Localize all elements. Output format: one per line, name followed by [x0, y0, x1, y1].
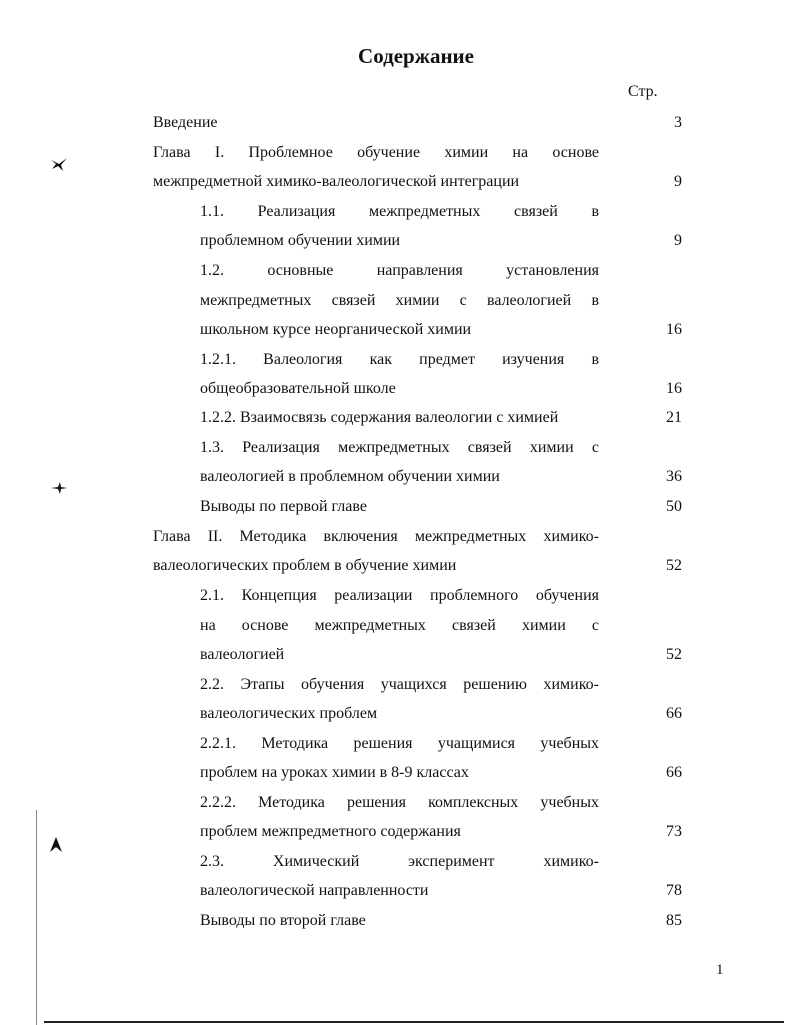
- toc-entry-line: Введение: [153, 114, 218, 131]
- toc-page-number: 52: [666, 557, 682, 574]
- toc-entry-line: Выводы по первой главе: [200, 498, 367, 515]
- toc-entry-line: проблем на уроках химии в 8-9 классах: [200, 764, 469, 781]
- toc-entry-line: 1.1. Реализация межпредметных связей в: [200, 203, 599, 220]
- toc-entry-line: Выводы по второй главе: [200, 912, 366, 929]
- toc-entry-line: 1.2.2. Взаимосвязь содержания валеологии с химией: [200, 409, 559, 426]
- toc-page-number: 3: [674, 114, 682, 131]
- toc-entry-line: на основе межпредметных связей химии с: [200, 617, 599, 634]
- margin-mark-icon: [48, 836, 64, 854]
- margin-mark-icon: [50, 156, 68, 172]
- toc-entry-line: 2.2.1. Методика решения учащимися учебных: [200, 735, 599, 752]
- toc-entry-line: Глава I. Проблемное обучение химии на основе: [153, 144, 599, 161]
- toc-entry-line: проблем межпредметного содержания: [200, 823, 461, 840]
- footer-page-number: 1: [716, 962, 724, 978]
- toc-page-number: 73: [666, 823, 682, 840]
- toc-page-number: 78: [666, 882, 682, 899]
- scan-bottom-line: [44, 1021, 784, 1023]
- toc-page-number: 21: [666, 409, 682, 426]
- margin-mark-icon: [50, 481, 68, 495]
- toc-entry-line: Глава II. Методика включения межпредметных химико-: [153, 528, 599, 545]
- toc-entry-line: общеобразовательной школе: [200, 380, 396, 397]
- toc-entry-line: 2.3. Химический эксперимент химико-: [200, 853, 599, 870]
- toc-entry-line: валеологией в проблемном обучении химии: [200, 468, 500, 485]
- toc-entry-line: валеологических проблем: [200, 705, 378, 722]
- toc-entry-line: валеологических проблем в обучение химии: [153, 557, 457, 574]
- toc-entry-line: проблемном обучении химии: [200, 232, 401, 249]
- toc-page-number: 16: [666, 380, 682, 397]
- toc-entry-line: 2.2.2. Методика решения комплексных учебных: [200, 794, 599, 811]
- toc-entry-line: школьном курсе неорганической химии: [200, 321, 472, 338]
- page-title: Содержание: [358, 44, 474, 68]
- toc-page-number: 16: [666, 321, 682, 338]
- toc-page-number: 9: [674, 173, 682, 190]
- toc-entry-line: валеологической направленности: [200, 882, 429, 899]
- toc-entry-line: 2.1. Концепция реализации проблемного обучения: [200, 587, 599, 604]
- page-column-label: Стр.: [628, 83, 658, 100]
- toc-entry-line: 1.2.1. Валеология как предмет изучения в: [200, 351, 599, 368]
- toc-page-number: 9: [674, 232, 682, 249]
- toc-page-number: 50: [666, 498, 682, 515]
- toc-entry-line: 2.2. Этапы обучения учащихся решению химико-: [200, 676, 599, 693]
- toc-entry-line: межпредметной химико-валеологической интеграции: [153, 173, 520, 190]
- scan-edge-line: [36, 810, 37, 1025]
- toc-entry-line: валеологией: [200, 646, 285, 663]
- toc-page-number: 85: [666, 912, 682, 929]
- toc-page-number: 52: [666, 646, 682, 663]
- toc-page-number: 36: [666, 468, 682, 485]
- toc-entry-line: 1.2. основные направления установления: [200, 262, 599, 279]
- toc-page-number: 66: [666, 764, 682, 781]
- toc-entry-line: межпредметных связей химии с валеологией в: [200, 292, 599, 309]
- toc-page-number: 66: [666, 705, 682, 722]
- toc-entry-line: 1.3. Реализация межпредметных связей химии с: [200, 439, 599, 456]
